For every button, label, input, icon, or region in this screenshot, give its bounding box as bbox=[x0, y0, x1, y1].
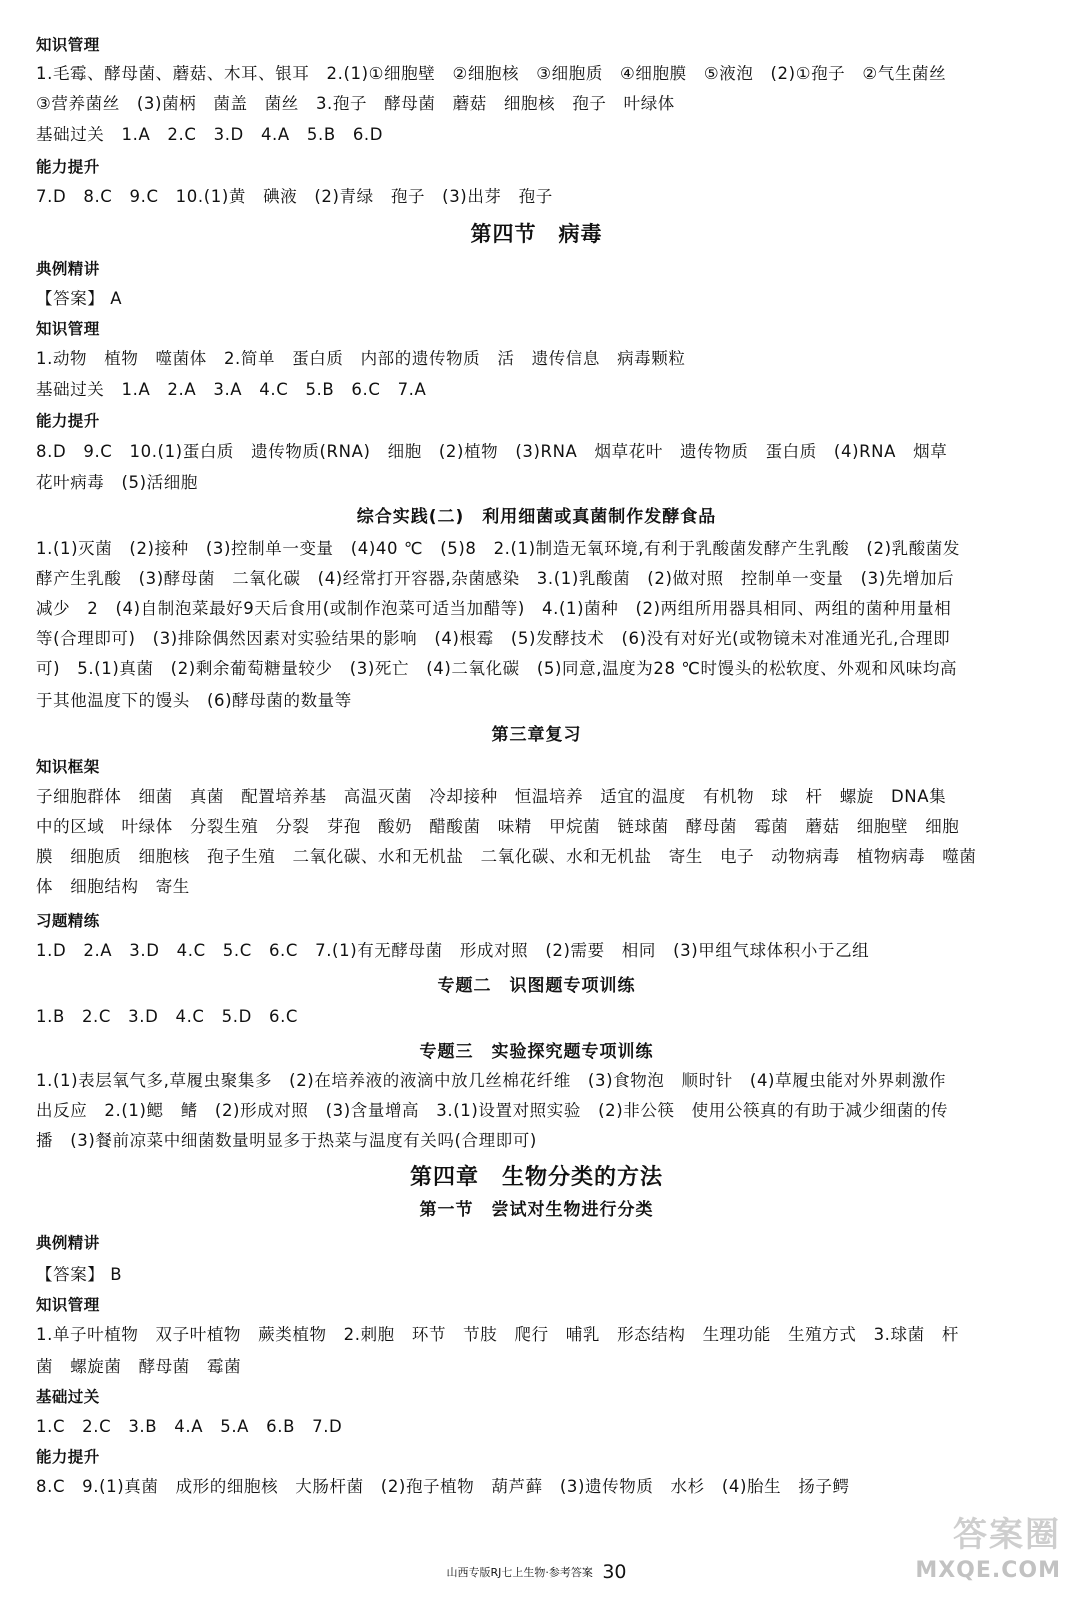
answer-line: 酵产生乳酸 (3)酵母菌 二氧化碳 (4)经常打开容器,杂菌感染 3.(1)乳酸菌 (2)做对照 控制单一变量 (3)先增加后 bbox=[36, 569, 955, 588]
answer-line: 体 细胞结构 寄生 bbox=[36, 877, 190, 896]
footer-text: 山西专版RJ七上生物·参考答案 bbox=[446, 1566, 593, 1579]
watermark-url: MXQE.COM bbox=[915, 1558, 1061, 1583]
section-label: 基础过关 bbox=[36, 1388, 100, 1406]
section-label: 知识框架 bbox=[36, 758, 100, 776]
section-title: 专题三 实验探究题专项训练 bbox=[419, 1042, 654, 1062]
answer-line: 子细胞群体 细菌 真菌 配置培养基 高温灭菌 冷却接种 恒温培养 适宜的温度 有机物 球 杆 螺旋 DNA集 bbox=[36, 787, 947, 806]
answer-line: 1.动物 植物 噬菌体 2.简单 蛋白质 内部的遗传物质 活 遗传信息 病毒颗粒 bbox=[36, 349, 686, 368]
answer-line: 1.(1)表层氧气多,草履虫聚集多 (2)在培养液的液滴中放几丝棉花纤维 (3)食物泡 顺时针 (4)草履虫能对外界刺激作 bbox=[36, 1071, 947, 1090]
answer-line: 出反应 2.(1)鳃 鳍 (2)形成对照 (3)含量增高 3.(1)设置对照实验 (2)非公筷 使用公筷真的有助于减少细菌的传 bbox=[36, 1101, 949, 1120]
section-label: 习题精练 bbox=[36, 912, 100, 930]
section-label: 知识管理 bbox=[36, 1296, 100, 1314]
answer-line: 1.D 2.A 3.D 4.C 5.C 6.C 7.(1)有无酵母菌 形成对照 (2)需要 相同 (3)甲组气球体积小于乙组 bbox=[36, 941, 870, 960]
answer-line: 8.D 9.C 10.(1)蛋白质 遗传物质(RNA) 细胞 (2)植物 (3)RNA 烟草花叶 遗传物质 蛋白质 (4)RNA 烟草 bbox=[36, 442, 948, 461]
answer-line: 播 (3)餐前凉菜中细菌数量明显多于热菜与温度有关吗(合理即可) bbox=[36, 1131, 537, 1150]
answer-line: 基础过关 1.A 2.C 3.D 4.A 5.B 6.D bbox=[36, 125, 384, 144]
answer-line: 【答案】 A bbox=[36, 289, 123, 308]
section-title: 第一节 尝试对生物进行分类 bbox=[419, 1200, 654, 1220]
answer-line: 等(合理即可) (3)排除偶然因素对实验结果的影响 (4)根霉 (5)发酵技术 (6)没有对好光(或物镜未对准通光孔,合理即 bbox=[36, 629, 951, 648]
answer-line: ③营养菌丝 (3)菌柄 菌盖 菌丝 3.孢子 酵母菌 蘑菇 细胞核 孢子 叶绿体 bbox=[36, 94, 675, 113]
section-title: 综合实践(二) 利用细菌或真菌制作发酵食品 bbox=[356, 507, 717, 527]
section-title: 第四节 病毒 bbox=[470, 222, 603, 246]
answer-line: 花叶病毒 (5)活细胞 bbox=[36, 473, 198, 492]
answer-line: 可) 5.(1)真菌 (2)剩余葡萄糖量较少 (3)死亡 (4)二氧化碳 (5)同意,温度为28 ℃时馒头的松软度、外观和风味均高 bbox=[36, 659, 958, 678]
section-label: 典例精讲 bbox=[36, 260, 100, 278]
watermark bbox=[861, 1510, 1061, 1590]
answer-line: 基础过关 1.A 2.A 3.A 4.C 5.B 6.C 7.A bbox=[36, 380, 427, 399]
section-label: 能力提升 bbox=[36, 412, 100, 430]
answer-line: 1.C 2.C 3.B 4.A 5.A 6.B 7.D bbox=[36, 1417, 343, 1436]
answer-line: 【答案】 B bbox=[36, 1265, 123, 1284]
answer-line: 8.C 9.(1)真菌 成形的细胞核 大肠杆菌 (2)孢子植物 葫芦藓 (3)遗传物质 水杉 (4)胎生 扬子鳄 bbox=[36, 1477, 850, 1496]
answer-line: 中的区域 叶绿体 分裂生殖 分裂 芽孢 酸奶 醋酸菌 味精 甲烷菌 链球菌 酵母菌 霉菌 蘑菇 细胞壁 细胞 bbox=[36, 817, 960, 836]
section-title: 第四章 生物分类的方法 bbox=[409, 1165, 663, 1190]
section-title: 专题二 识图题专项训练 bbox=[437, 976, 636, 996]
section-label: 能力提升 bbox=[36, 1448, 100, 1466]
answer-line: 于其他温度下的馒头 (6)酵母菌的数量等 bbox=[36, 691, 352, 710]
section-label: 知识管理 bbox=[36, 36, 100, 54]
page-number: 30 bbox=[602, 1561, 627, 1583]
watermark-logo: 答案圈 bbox=[953, 1515, 1061, 1555]
answer-line: 1.毛霉、酵母菌、蘑菇、木耳、银耳 2.(1)①细胞壁 ②细胞核 ③细胞质 ④细胞膜 ⑤液泡 (2)①孢子 ②气生菌丝 bbox=[36, 64, 947, 83]
section-label: 知识管理 bbox=[36, 320, 100, 338]
answer-line: 菌 螺旋菌 酵母菌 霉菌 bbox=[36, 1357, 242, 1376]
section-label: 典例精讲 bbox=[36, 1234, 100, 1252]
answer-line: 7.D 8.C 9.C 10.(1)黄 碘液 (2)青绿 孢子 (3)出芽 孢子 bbox=[36, 187, 553, 206]
answer-line: 膜 细胞质 细胞核 孢子生殖 二氧化碳、水和无机盐 二氧化碳、水和无机盐 寄生 电子 动物病毒 植物病毒 噬菌 bbox=[36, 847, 977, 866]
section-label: 能力提升 bbox=[36, 158, 100, 176]
answer-line: 1.B 2.C 3.D 4.C 5.D 6.C bbox=[36, 1007, 299, 1026]
answer-line: 1.(1)灭菌 (2)接种 (3)控制单一变量 (4)40 ℃ (5)8 2.(1)制造无氧环境,有利于乳酸菌发酵产生乳酸 (2)乳酸菌发 bbox=[36, 539, 961, 558]
answer-line: 减少 2 (4)自制泡菜最好9天后食用(或制作泡菜可适当加醋等) 4.(1)菌种 (2)两组所用器具相同、两组的菌种用量相 bbox=[36, 599, 952, 618]
answer-line: 1.单子叶植物 双子叶植物 蕨类植物 2.刺胞 环节 节肢 爬行 哺乳 形态结构 生理功能 生殖方式 3.球菌 杆 bbox=[36, 1325, 959, 1344]
section-title: 第三章复习 bbox=[491, 725, 582, 745]
